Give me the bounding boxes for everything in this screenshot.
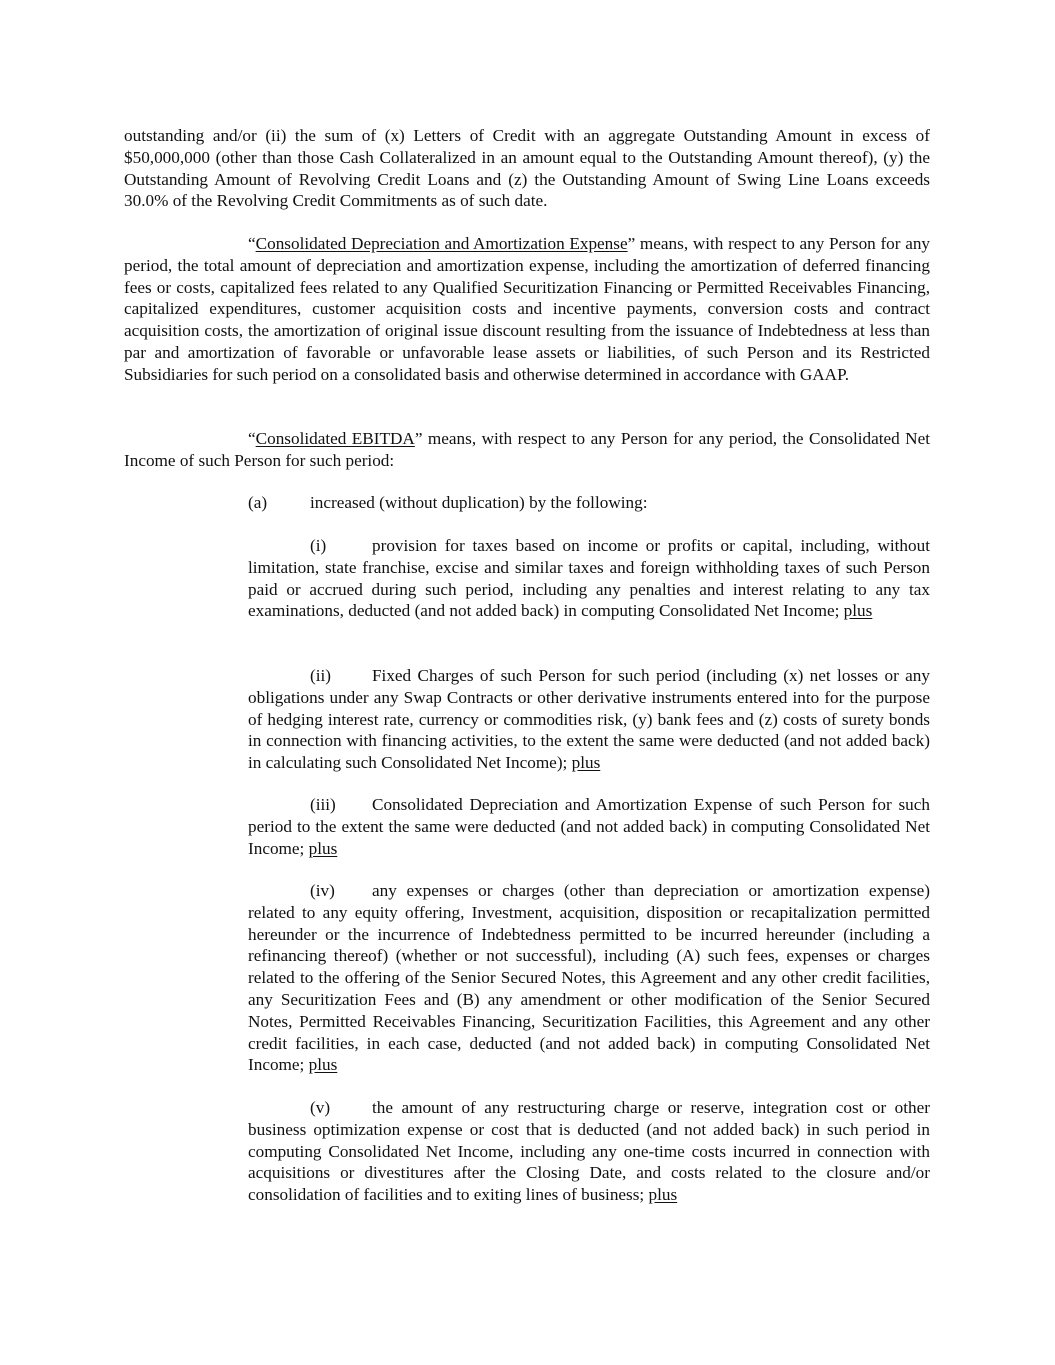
item-number: (a) (248, 493, 268, 512)
open-quote: “ (248, 429, 256, 448)
plus-connector: plus (843, 601, 873, 621)
clause-text: provision for taxes based on income or profits or capital, including, without limitation, state franchise, excise and similar taxes and foreign withholding taxes of such Person paid or accrued during such period, including any penalties and interest relating to any tax examinations, deducted (and not added back) in computing Consolidated Net Income; (248, 536, 930, 621)
item-text: increased (without duplication) by the following: (310, 493, 648, 512)
paragraph-continuation (124, 125, 930, 212)
clause-text: Consolidated Depreciation and Amortization Expense of such Person for such period to the extent the same were deducted (and not added back) in computing Consolidated Net Income; (248, 795, 930, 858)
plus-connector: plus (308, 1055, 338, 1075)
definition-consolidated-depreciation (124, 233, 930, 386)
clause-text: Fixed Charges of such Person for such period (including (x) net losses or any obligations under any Swap Contracts or other derivative instruments entered into for the purpose of hedging interest rate, currency or commodities risk, (y) bank fees and (z) costs of surety bonds in connection with financing activities, to the extent the same were deducted (and not added back) in calculating such Consolidated Net Income); (248, 666, 930, 773)
clause-iii (248, 794, 930, 859)
open-quote: “ (248, 234, 256, 253)
clause-v (248, 1097, 930, 1206)
clause-ii (248, 665, 930, 774)
clause-text: the amount of any restructuring charge or reserve, integration cost or other business optimization expense or cost that is deducted (and not added back) in such period in computing Consolidated Net Income, including any one-time costs incurred in connection with acquisitions or divestitures after the Closing Date, and costs related to the closure and/or consolidation of facilities and to exiting lines of business; (248, 1098, 930, 1205)
defined-term: Consolidated Depreciation and Amortization Expense (255, 234, 628, 253)
paragraph-text: outstanding and/or (ii) the sum of (x) Letters of Credit with an aggregate Outstanding Amount in excess of $50,000,000 (other than those Cash Collateralized in an amount equal to the Outstanding Amount thereof), (y) the Outstanding Amount of Revolving Credit Loans and (z) the Outstanding Amount of Swing Line Loans exceeds 30.0% of the Revolving Credit Commitments as of such date. (124, 126, 930, 211)
plus-connector: plus (308, 838, 338, 858)
clause-i (248, 535, 930, 622)
clause-number: (i) (310, 536, 327, 555)
definition-text: ” means, with respect to any Person for any period, the total amount of depreciation and amortization expense, including the amortization of deferred financing fees or costs, capitalized fees related to any Qualified Securitization Financing or Permitted Receivables Financing, capitalized expenditures, customer acquisition costs and incentive payments, conversion costs and contract acquisition costs, the amortization of original issue discount resulting from the issuance of Indebtedness at less than par and amortization of favorable or unfavorable lease assets or liabilities, of such Person and its Restricted Subsidiaries for such period on a consolidated basis and otherwise determined in accordance with GAAP. (124, 234, 931, 384)
item-a (248, 492, 647, 514)
definition-text: ” means, with respect to any Person for any period, the Consolidated Net Income of such Person for such period: (124, 429, 930, 470)
clause-text: any expenses or charges (other than depreciation or amortization expense) related to any equity offering, Investment, acquisition, disposition or recapitalization permitted hereunder or the incurrence of Indebtedness permitted to be incurred hereunder (including a refinancing thereof) (whether or not successful), including (A) such fees, expenses or charges related to the offering of the Senior Secured Notes, this Agreement and any other credit facilities, any Securitization Fees and (B) any amendment or other modification of the Senior Secured Notes, Permitted Receivables Financing, Securitization Facilities, this Agreement and any other credit facilities, in each case, deducted (and not added back) in computing Consolidated Net Income; (248, 881, 930, 1075)
clause-number: (v) (310, 1098, 331, 1117)
clause-number: (ii) (310, 666, 331, 685)
clause-number: (iv) (310, 881, 335, 900)
definition-consolidated-ebitda (124, 428, 930, 472)
clause-number: (iii) (310, 795, 336, 814)
plus-connector: plus (571, 753, 601, 773)
defined-term: Consolidated EBITDA (255, 429, 415, 448)
clause-iv (248, 880, 930, 1076)
plus-connector: plus (648, 1185, 678, 1205)
